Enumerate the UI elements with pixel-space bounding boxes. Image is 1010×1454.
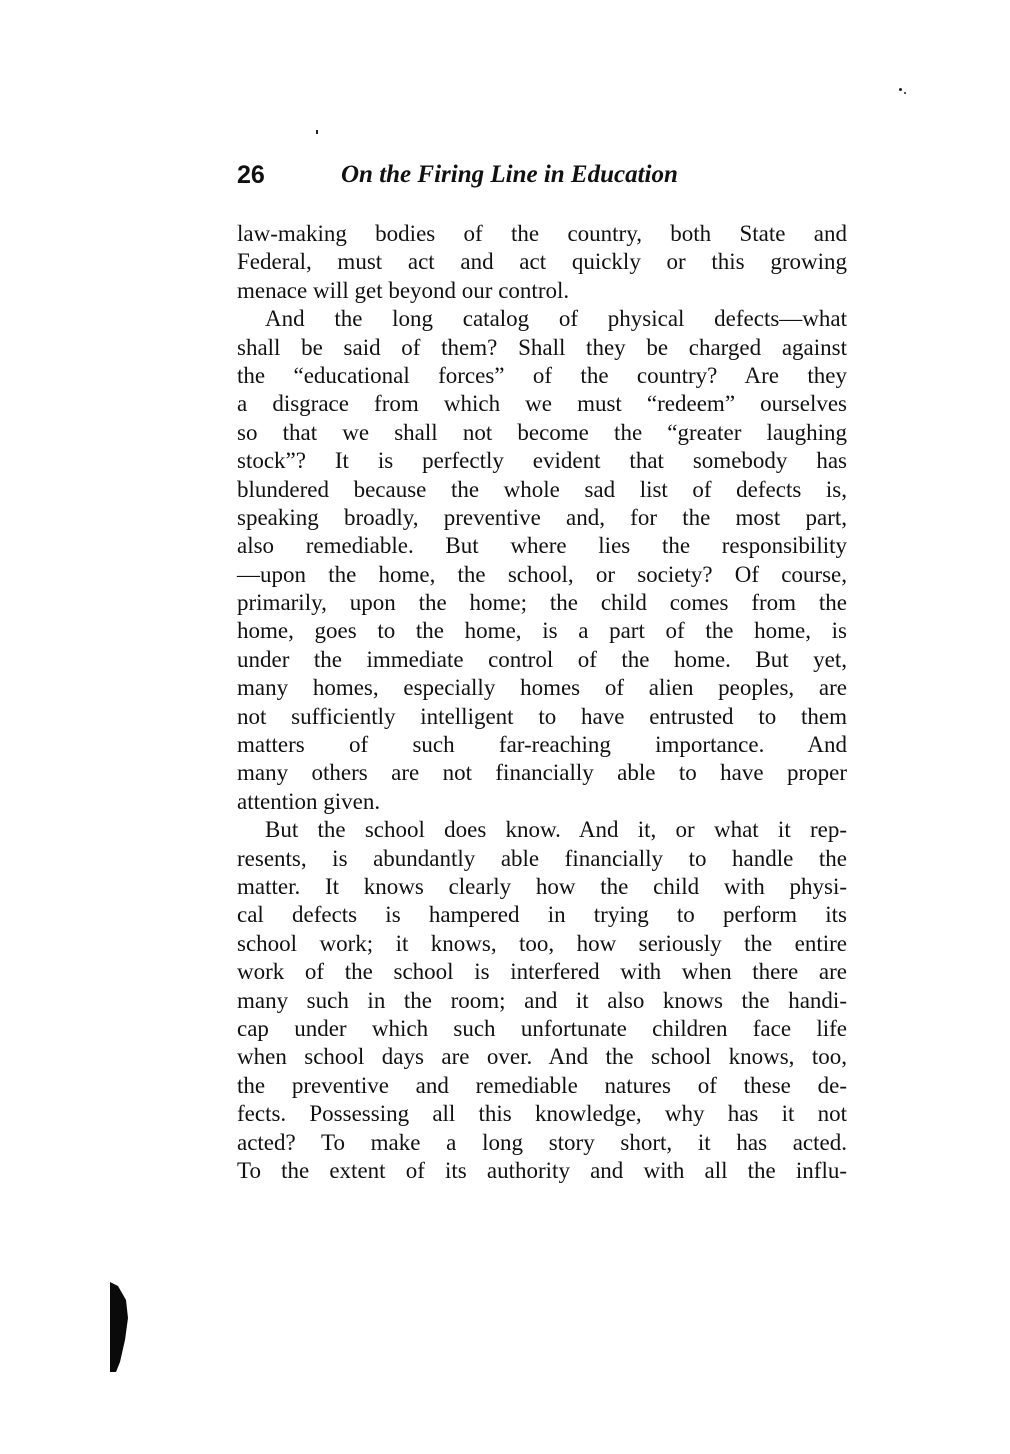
text-line: work of the school is interfered with when there are	[237, 959, 847, 985]
text-line: also remediable. But where lies the responsibility	[237, 533, 847, 559]
running-title: On the Firing Line in Education	[341, 161, 678, 188]
scan-speck	[904, 92, 906, 94]
scan-speck	[899, 88, 902, 91]
text-line: cal defects is hampered in trying to perform its	[237, 902, 847, 928]
text-line: many such in the room; and it also knows the handi-	[237, 987, 847, 1013]
text-line: a disgrace from which we must “redeem” ourselves	[237, 391, 847, 417]
text-line: shall be said of them? Shall they be charged against	[237, 334, 847, 360]
text-line: matter. It knows clearly how the child with physi-	[237, 873, 847, 899]
text-line: home, goes to the home, is a part of the home, is	[237, 618, 847, 644]
text-line: blundered because the whole sad list of defects is,	[237, 476, 847, 502]
scan-edge-mark	[108, 1282, 130, 1372]
page-number: 26	[237, 161, 265, 189]
text-line: stock”? It is perfectly evident that somebody has	[237, 448, 847, 474]
text-line: menace will get beyond our control.	[237, 277, 570, 303]
text-line: But the school does know. And it, or what it rep-	[265, 817, 847, 843]
text-line: resents, is abundantly able financially to handle the	[237, 845, 847, 871]
text-line: —upon the home, the school, or society? Of course,	[237, 561, 847, 587]
text-line: fects. Possessing all this knowledge, why has it not	[237, 1101, 847, 1127]
text-line: school work; it knows, too, how seriously the entire	[237, 930, 847, 956]
text-line: And the long catalog of physical defects—what	[265, 306, 847, 332]
text-line: cap under which such unfortunate children face life	[237, 1015, 847, 1041]
text-line: when school days are over. And the school knows, too,	[237, 1044, 847, 1070]
text-line: attention given.	[237, 788, 381, 814]
text-line: so that we shall not become the “greater laughing	[237, 419, 847, 445]
text-line: under the immediate control of the home. But yet,	[237, 646, 847, 672]
body-text	[237, 220, 847, 1185]
text-line: the “educational forces” of the country? Are they	[237, 362, 847, 388]
text-line: law-making bodies of the country, both State and	[237, 221, 847, 246]
text-line: not sufficiently intelligent to have entrusted to them	[237, 703, 847, 729]
running-head	[237, 161, 797, 197]
text-line: acted? To make a long story short, it has acted.	[237, 1129, 847, 1155]
text-line: primarily, upon the home; the child comes from the	[237, 590, 847, 616]
text-line: many others are not financially able to have proper	[237, 760, 847, 786]
text-line: speaking broadly, preventive and, for the most part,	[237, 504, 847, 530]
text-line: the preventive and remediable natures of these de-	[237, 1072, 847, 1098]
text-line: many homes, especially homes of alien peoples, are	[237, 675, 847, 701]
text-line: Federal, must act and act quickly or this growing	[237, 249, 847, 275]
text-line: To the extent of its authority and with all the influ-	[237, 1157, 847, 1183]
scan-speck	[316, 130, 318, 134]
text-line: matters of such far-reaching importance. And	[237, 732, 847, 758]
